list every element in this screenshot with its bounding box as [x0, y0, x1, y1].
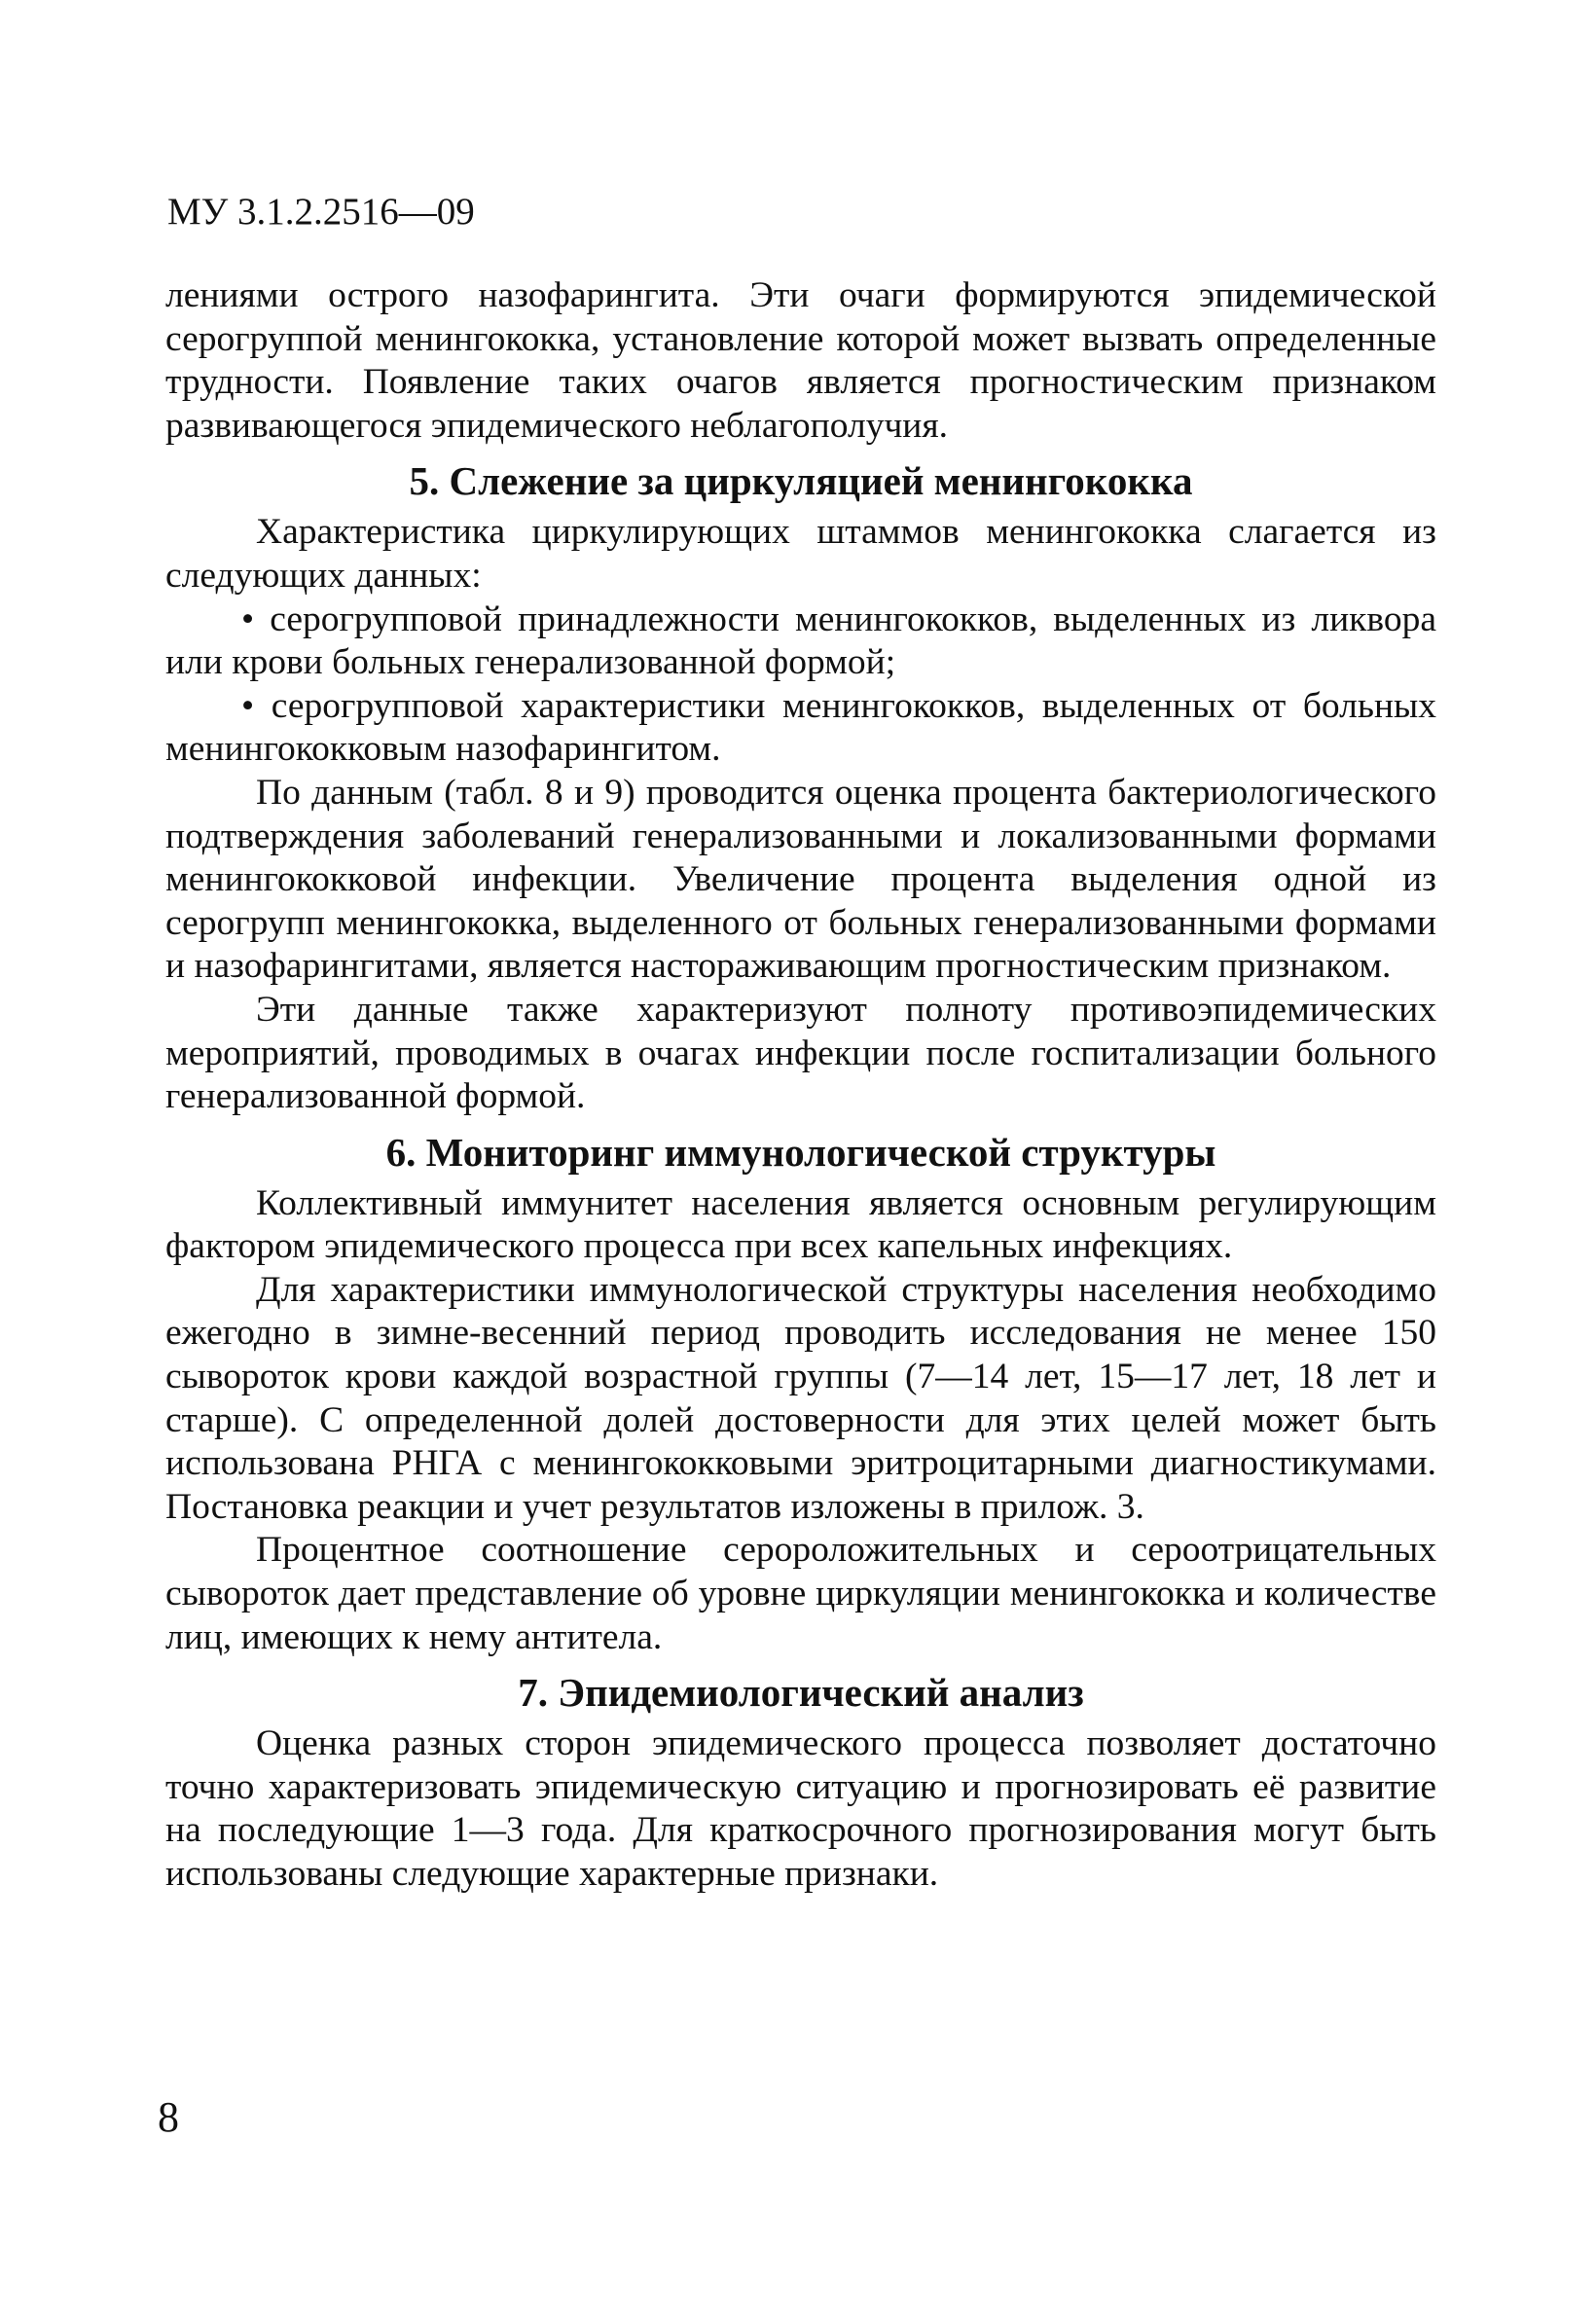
page-number: 8	[158, 2093, 179, 2141]
section-6-paragraph-3: Процентное соотношение серopоложительных и сероотрицательных сывороток дает представление об уровне циркуляции менингококка и количестве лиц, имеющих к нему антитела.	[165, 1530, 1436, 1657]
section-6-paragraph-2: Для характеристики иммунологической структуры населения необходимо ежегодно в зимне-весенний период проводить исследования не менее 150 сывороток крови каждой возрастной группы (7—14 лет, 15—17 лет, 18 лет и старше). С определенной долей достоверности для этих целей может быть использована РНГА с менингококковыми эритроцитарными диагностикумами. Постановка реакции и учет результатов изложены в прилож. 3.	[165, 1269, 1436, 1527]
section-5-paragraph-3: Эти данные также характеризуют полноту противоэпидемических мероприятий, проводимых в очагах инфекции после госпитализации больного генерализованной формой.	[165, 989, 1436, 1117]
document-code: МУ 3.1.2.2516—09	[167, 191, 475, 233]
section-5-bullet-1: • серогрупповой принадлежности менингококков, выделенных из ликвора или крови больных генерализованной формой;	[165, 598, 1436, 683]
section-6-paragraph-1: Коллективный иммунитет населения является основным регулирующим фактором эпидемического процесса при всех капельных инфекциях.	[165, 1182, 1436, 1267]
document-body	[165, 274, 1436, 1897]
section-6-title: 6. Мониторинг иммунологической структуры	[385, 1129, 1216, 1175]
section-7-title: 7. Эпидемиологический анализ	[518, 1670, 1084, 1716]
section-5-paragraph-2: По данным (табл. 8 и 9) проводится оценка процента бактериологического подтверждения заболеваний генерализованными и локализованными формами менингококковой инфекции. Увеличение процента выделения одной из серогрупп менингококка, выделенного от больных генерализованными формами и назофарингитами, является настораживающим прогностическим признаком.	[165, 772, 1436, 987]
intro-paragraph: лениями острого назофарингита. Эти очаги формируются эпидемической серогруппой менингококка, установление которой может вызвать определенные трудности. Появление таких очагов является прогностическим признаком развивающегося эпидемического неблагополучия.	[165, 275, 1436, 446]
section-5-bullet-2: • серогрупповой характеристики менингококков, выделенных от больных менингококковым назофарингитом.	[165, 685, 1436, 770]
section-5-paragraph-1: Характеристика циркулирующих штаммов менингококка слагается из следующих данных:	[165, 512, 1436, 596]
section-5-title: 5. Слежение за циркуляцией менингококка	[409, 458, 1193, 504]
section-7-paragraph-1: Оценка разных сторон эпидемического процесса позволяет достаточно точно характеризовать эпидемическую ситуацию и прогнозировать её развитие на последующие 1—3 года. Для краткосрочного прогнозирования могут быть использованы следующие характерные признаки.	[165, 1723, 1436, 1894]
